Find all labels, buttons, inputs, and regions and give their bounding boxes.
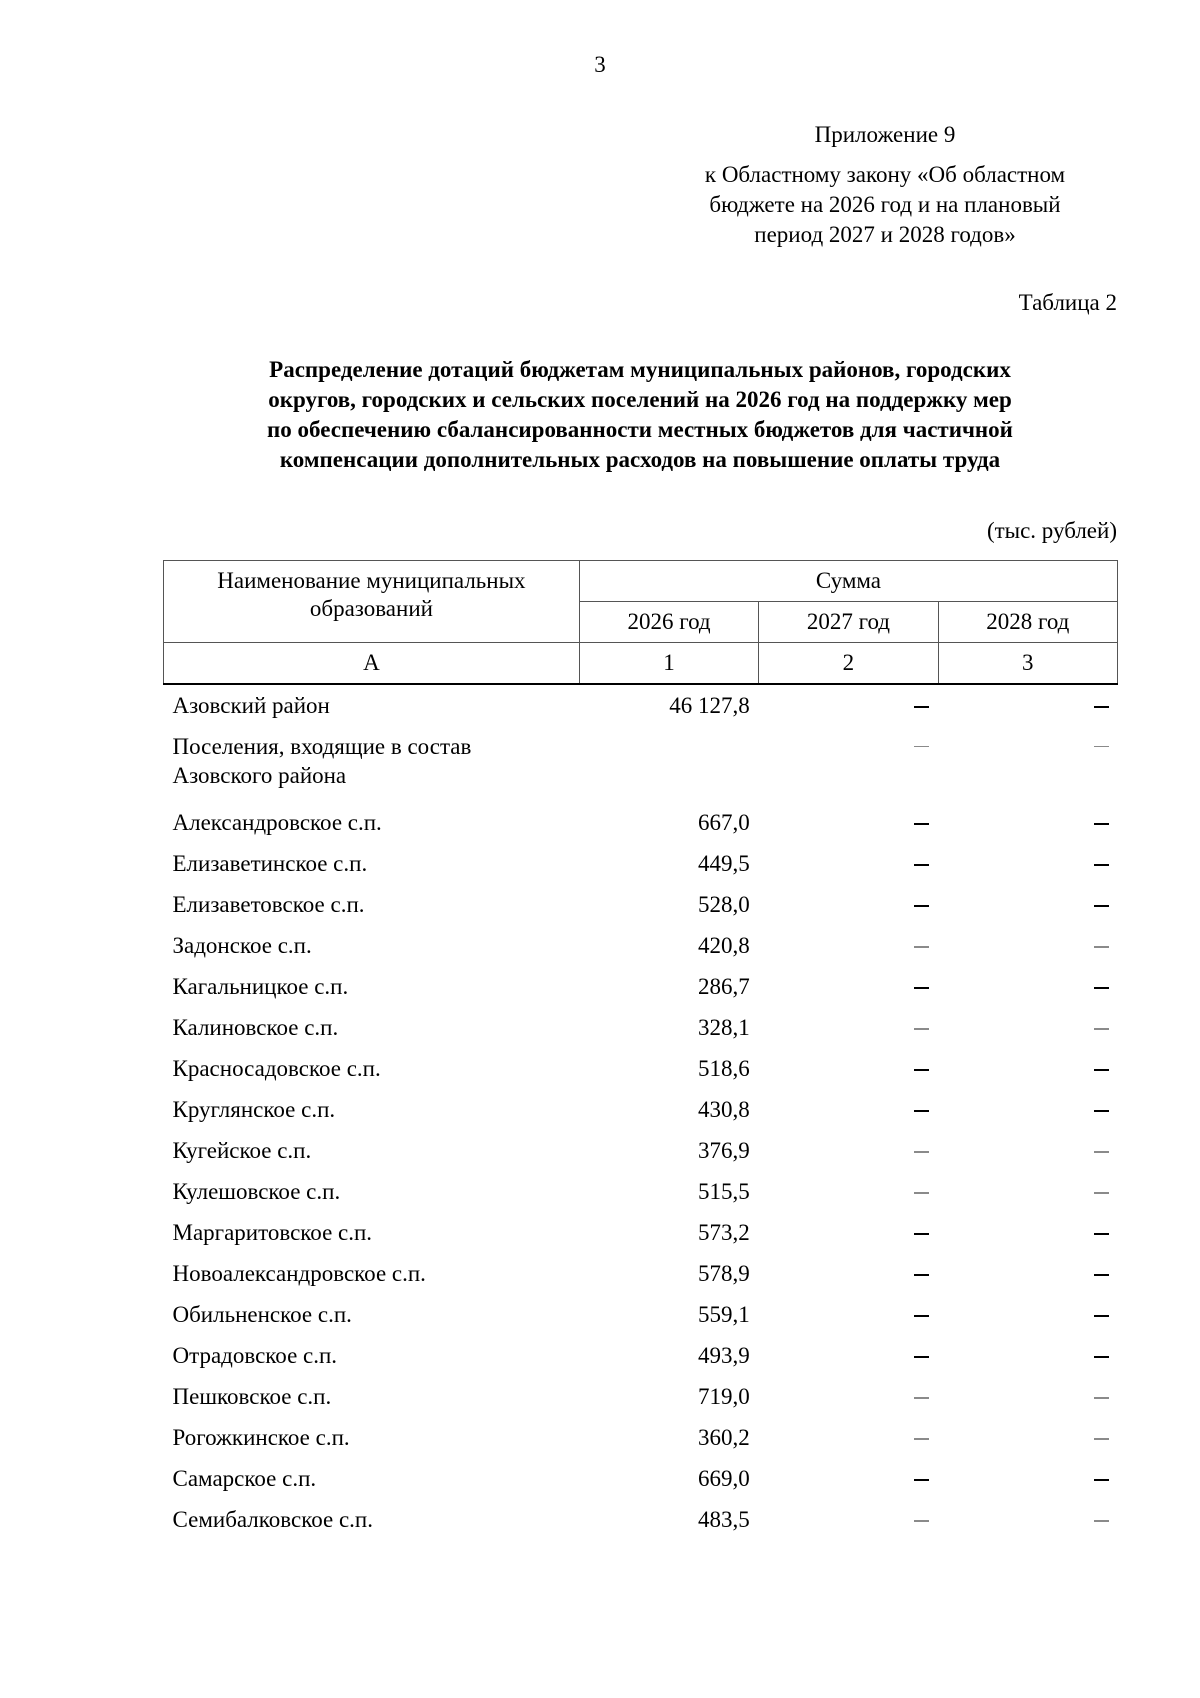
municipality-name [164, 1007, 580, 1048]
value-2027 [759, 1253, 938, 1294]
header-name-line: Наименование муниципальных [217, 568, 526, 593]
value-2027 [759, 1335, 938, 1376]
name-line: Кугейское с.п. [172, 1138, 312, 1163]
name-line: Елизаветовское с.п. [172, 892, 365, 917]
value-2027 [759, 1171, 938, 1212]
municipality-name [164, 1253, 580, 1294]
name-line: Рогожкинское с.п. [172, 1425, 350, 1450]
dash-icon [914, 905, 929, 907]
table-row [164, 1335, 1118, 1376]
value-2027 [759, 966, 938, 1007]
table-row [164, 1130, 1118, 1171]
value-2028 [938, 1376, 1117, 1417]
dash-icon [914, 1192, 929, 1194]
dash-icon [1094, 1233, 1109, 1235]
value-2028 [938, 1048, 1117, 1089]
header-name-line: образований [309, 596, 433, 621]
dash-icon [914, 706, 929, 708]
table-row [164, 1212, 1118, 1253]
municipality-name [164, 925, 580, 966]
dash-icon [914, 1151, 929, 1153]
value-2027 [759, 684, 938, 726]
name-line: Елизаветинское с.п. [172, 851, 368, 876]
header-2027: 2027 год [759, 602, 938, 643]
name-line: Кагальницкое с.п. [172, 974, 349, 999]
value-2026: 483,5 [697, 1506, 750, 1532]
dash-icon [1094, 1479, 1109, 1481]
value-2027 [759, 802, 938, 843]
dash-icon [1094, 1151, 1109, 1153]
value-2027 [759, 1007, 938, 1048]
name-line: Круглянское с.п. [172, 1097, 336, 1122]
table-row [164, 884, 1118, 925]
municipality-name [164, 1335, 580, 1376]
table-row [164, 1253, 1118, 1294]
table-row [164, 1171, 1118, 1212]
value-2028 [938, 1417, 1117, 1458]
index-3: 3 [938, 643, 1117, 685]
municipality-name [164, 802, 580, 843]
name-line: Маргаритовское с.п. [172, 1220, 373, 1245]
dash-icon [914, 1479, 929, 1481]
municipality-name [164, 1130, 580, 1171]
value-2026: 518,6 [697, 1055, 750, 1081]
value-2028 [938, 966, 1117, 1007]
value-2028 [938, 802, 1117, 843]
appendix-line: к Областному закону «Об областном [704, 162, 1066, 187]
municipality-name [164, 1048, 580, 1089]
table-row [164, 1294, 1118, 1335]
title-line: компенсации дополнительных расходов на повышение оплаты труда [279, 447, 1001, 472]
dash-icon [914, 1397, 929, 1399]
name-line: Азовский район [172, 693, 330, 718]
name-line: Обильненское с.п. [172, 1302, 352, 1327]
value-2026: 578,9 [697, 1260, 750, 1286]
municipality-name [164, 843, 580, 884]
municipality-name [164, 684, 580, 726]
name-line: Калиновское с.п. [172, 1015, 339, 1040]
name-line: Самарское с.п. [172, 1466, 317, 1491]
dash-icon [914, 946, 929, 948]
table-row [164, 726, 1118, 802]
value-2027 [759, 1376, 938, 1417]
municipality-name [164, 1458, 580, 1499]
value-2026: 360,2 [697, 1424, 750, 1450]
value-2028 [938, 1212, 1117, 1253]
appendix-line: бюджете на 2026 год и на плановый [709, 192, 1061, 217]
name-line: Азовского района [172, 763, 347, 788]
value-2027 [759, 1212, 938, 1253]
municipality-name [164, 1089, 580, 1130]
municipality-name [164, 1376, 580, 1417]
value-2026: 493,9 [697, 1342, 750, 1368]
name-line: Семибалковское с.п. [172, 1507, 373, 1532]
table-row [164, 843, 1118, 884]
value-2026: 328,1 [697, 1014, 750, 1040]
dash-icon [914, 1233, 929, 1235]
document-title [160, 355, 1120, 475]
table-row [164, 684, 1118, 726]
index-2: 2 [759, 643, 938, 685]
value-2026: 667,0 [697, 809, 750, 835]
municipality-name [164, 1294, 580, 1335]
value-2028 [938, 843, 1117, 884]
table-row [164, 1499, 1118, 1540]
table-row [164, 1417, 1118, 1458]
dash-icon [1094, 746, 1109, 748]
dash-icon [914, 1356, 929, 1358]
value-2028 [938, 884, 1117, 925]
municipality-name [164, 1171, 580, 1212]
value-2027 [759, 1499, 938, 1540]
value-2027 [759, 884, 938, 925]
value-2028 [938, 684, 1117, 726]
name-line: Александровское с.п. [172, 810, 382, 835]
dash-icon [914, 1028, 929, 1030]
header-2026: 2026 год [579, 602, 758, 643]
value-2028 [938, 1499, 1117, 1540]
appendix-line: период 2027 и 2028 годов» [754, 222, 1016, 247]
value-2026: 420,8 [697, 932, 750, 958]
name-line: Пешковское с.п. [172, 1384, 332, 1409]
dash-icon [1094, 823, 1109, 825]
value-2027 [759, 1294, 938, 1335]
value-2028 [938, 1458, 1117, 1499]
municipality-name [164, 726, 580, 802]
index-1: 1 [579, 643, 758, 685]
value-2026: 515,5 [697, 1178, 750, 1204]
table-row [164, 802, 1118, 843]
dash-icon [914, 1274, 929, 1276]
dash-icon [1094, 1192, 1109, 1194]
table-row [164, 1048, 1118, 1089]
header-sum: Сумма [579, 561, 1117, 602]
dash-icon [914, 864, 929, 866]
appendix-reference [650, 160, 1120, 250]
dash-icon [914, 1069, 929, 1071]
header-2028: 2028 год [938, 602, 1117, 643]
dash-icon [1094, 1356, 1109, 1358]
municipality-name [164, 1212, 580, 1253]
value-2026: 573,2 [697, 1219, 750, 1245]
municipality-name [164, 884, 580, 925]
value-2026: 430,8 [697, 1096, 750, 1122]
title-line: округов, городских и сельских поселений на 2026 год на поддержку мер [268, 387, 1012, 412]
dash-icon [1094, 1438, 1109, 1440]
table-row [164, 1089, 1118, 1130]
dash-icon [914, 1438, 929, 1440]
value-2026: 528,0 [697, 891, 750, 917]
value-2028 [938, 726, 1117, 802]
value-2026: 719,0 [697, 1383, 750, 1409]
dash-icon [1094, 864, 1109, 866]
name-line: Поселения, входящие в состав [172, 734, 472, 759]
table-row [164, 966, 1118, 1007]
dash-icon [1094, 1274, 1109, 1276]
index-a: А [164, 643, 580, 685]
dash-icon [1094, 1520, 1109, 1522]
value-2026: 376,9 [697, 1137, 750, 1163]
value-2026 [579, 726, 758, 802]
table-row [164, 1376, 1118, 1417]
dash-icon [1094, 1069, 1109, 1071]
table-label: Таблица 2 [1018, 290, 1117, 315]
value-2027 [759, 726, 938, 802]
appendix-title: Приложение 9 [814, 122, 956, 147]
value-2026: 449,5 [697, 850, 750, 876]
municipality-name [164, 1499, 580, 1540]
page-number: 3 [594, 52, 606, 77]
dash-icon [1094, 1028, 1109, 1030]
title-line: Распределение дотаций бюджетам муниципальных районов, городских [269, 357, 1011, 382]
value-2028 [938, 1253, 1117, 1294]
dash-icon [914, 987, 929, 989]
value-2027 [759, 925, 938, 966]
value-2027 [759, 1458, 938, 1499]
value-2026: 559,1 [697, 1301, 750, 1327]
title-line: по обеспечению сбалансированности местных бюджетов для частичной [267, 417, 1013, 442]
value-2028 [938, 925, 1117, 966]
dash-icon [1094, 946, 1109, 948]
value-2026: 669,0 [697, 1465, 750, 1491]
table-row [164, 1458, 1118, 1499]
value-2027 [759, 1417, 938, 1458]
value-2026: 46 127,8 [669, 692, 750, 718]
header-name [164, 561, 580, 643]
name-line: Кулешовское с.п. [172, 1179, 341, 1204]
value-2028 [938, 1335, 1117, 1376]
dash-icon [1094, 1110, 1109, 1112]
value-2028 [938, 1007, 1117, 1048]
value-2027 [759, 843, 938, 884]
units-label: (тыс. рублей) [986, 518, 1117, 543]
dash-icon [1094, 1315, 1109, 1317]
value-2027 [759, 1089, 938, 1130]
value-2028 [938, 1294, 1117, 1335]
value-2027 [759, 1130, 938, 1171]
name-line: Новоалександровское с.п. [172, 1261, 426, 1286]
name-line: Отрадовское с.п. [172, 1343, 338, 1368]
budget-table [163, 560, 1118, 1540]
name-line: Задонское с.п. [172, 933, 312, 958]
dash-icon [914, 1110, 929, 1112]
dash-icon [914, 823, 929, 825]
municipality-name [164, 1417, 580, 1458]
dash-icon [1094, 1397, 1109, 1399]
dash-icon [1094, 905, 1109, 907]
value-2028 [938, 1130, 1117, 1171]
table-row [164, 925, 1118, 966]
dash-icon [914, 1315, 929, 1317]
value-2026: 286,7 [697, 973, 750, 999]
value-2027 [759, 1048, 938, 1089]
table-row [164, 1007, 1118, 1048]
value-2028 [938, 1089, 1117, 1130]
value-2028 [938, 1171, 1117, 1212]
municipality-name [164, 966, 580, 1007]
dash-icon [914, 1520, 929, 1522]
dash-icon [914, 746, 929, 748]
dash-icon [1094, 987, 1109, 989]
dash-icon [1094, 706, 1109, 708]
name-line: Красносадовское с.п. [172, 1056, 381, 1081]
